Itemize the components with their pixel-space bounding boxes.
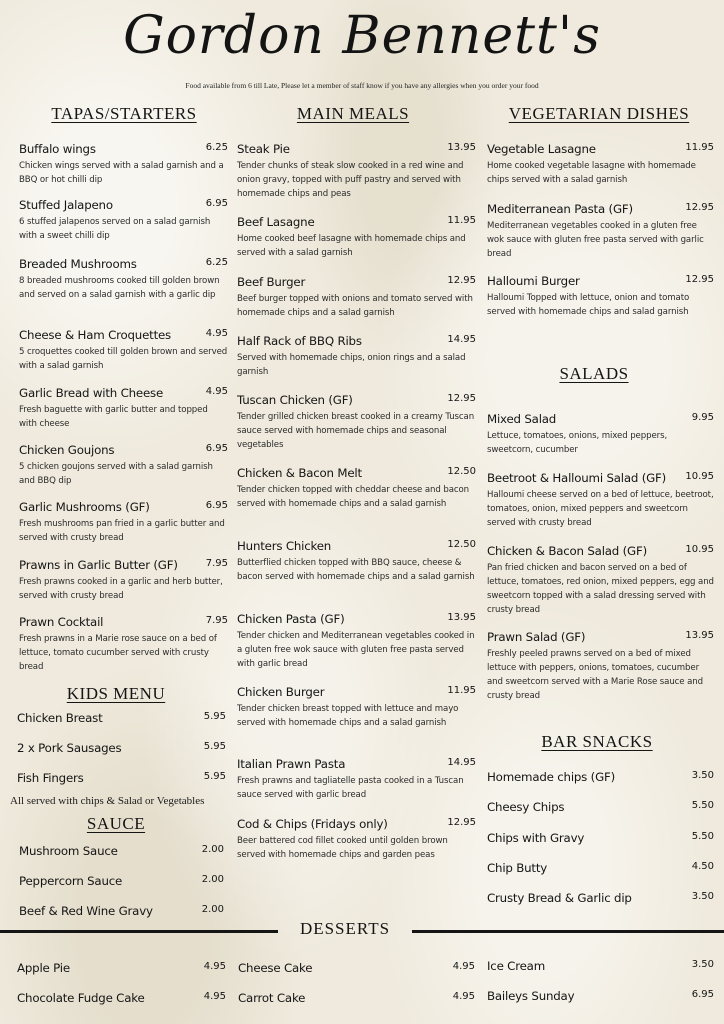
item-name: Chicken Burger	[237, 685, 325, 699]
item-name: Breaded Mushrooms	[19, 257, 137, 271]
item-name: Chicken Goujons	[19, 443, 115, 457]
item-price: 4.95	[205, 328, 228, 339]
item-price: 12.95	[447, 817, 476, 828]
item-price: 3.50	[691, 891, 714, 902]
item-name: Carrot Cake	[238, 991, 306, 1005]
item-name: Chocolate Fudge Cake	[17, 991, 145, 1005]
snack-item	[487, 831, 714, 845]
menu-item	[19, 198, 228, 243]
item-name: Fish Fingers	[17, 771, 84, 785]
item-description: Fresh mushrooms pan fried in a garlic butter and served with crusty bread	[19, 519, 225, 543]
item-price: 6.95	[205, 198, 228, 209]
menu-item	[487, 274, 714, 319]
item-name: Chicken & Bacon Melt	[237, 466, 362, 480]
item-price: 14.95	[447, 334, 476, 345]
item-name: Baileys Sunday	[487, 989, 575, 1003]
item-name: Beef Lasagne	[237, 215, 315, 229]
menu-item	[237, 817, 476, 862]
snack-item	[487, 891, 714, 905]
item-description: Butterflied chicken topped with BBQ sauce, cheese & bacon served with homemade chips and a salad garnish	[237, 558, 475, 582]
item-price: 10.95	[685, 544, 714, 555]
item-name: Mushroom Sauce	[19, 844, 118, 858]
menu-item	[237, 539, 476, 584]
kids-item	[17, 741, 226, 755]
item-description: Home cooked vegetable lasagne with homemade chips served with a salad garnish	[487, 161, 696, 185]
menu-item	[487, 630, 714, 703]
sauce-item	[19, 874, 224, 888]
item-description: 5 croquettes cooked till golden brown and served with a salad garnish	[19, 347, 228, 371]
menu-item	[237, 142, 476, 201]
item-name: Vegetable Lasagne	[487, 142, 596, 156]
item-price: 4.50	[691, 861, 714, 872]
menu-item	[237, 393, 476, 452]
item-name: Beef Burger	[237, 275, 306, 289]
menu-item	[487, 544, 714, 617]
item-name: Crusty Bread & Garlic dip	[487, 891, 632, 905]
item-price: 5.50	[691, 831, 714, 842]
item-price: 4.95	[452, 961, 475, 972]
item-price: 12.95	[447, 393, 476, 404]
snack-item	[487, 861, 714, 875]
item-price: 6.25	[205, 257, 228, 268]
item-name: Homemade chips (GF)	[487, 770, 616, 784]
menu-item	[237, 215, 476, 260]
item-price: 2.00	[201, 874, 224, 885]
menu-item	[237, 334, 476, 379]
item-name: Cheese & Ham Croquettes	[19, 328, 171, 342]
item-price: 12.95	[685, 274, 714, 285]
menu-item	[19, 257, 228, 302]
veg-heading: VEGETARIAN DISHES	[508, 104, 690, 123]
item-name: Mixed Salad	[487, 412, 557, 426]
item-name: Garlic Bread with Cheese	[19, 386, 164, 400]
menu-item	[19, 386, 228, 431]
item-price: 14.95	[447, 757, 476, 768]
item-description: Fresh prawns in a Marie rose sauce on a bed of lettuce, tomato cucumber served with crusty bread	[19, 634, 217, 672]
item-name: Beetroot & Halloumi Salad (GF)	[487, 471, 667, 485]
menu-item	[237, 466, 476, 511]
dessert-item	[487, 959, 714, 973]
item-price: 7.95	[205, 615, 228, 626]
item-name: Chicken Breast	[17, 711, 103, 725]
item-name: Chips with Gravy	[487, 831, 585, 845]
item-name: Halloumi Burger	[487, 274, 580, 288]
item-price: 12.50	[447, 466, 476, 477]
item-price: 6.95	[691, 989, 714, 1000]
item-description: Halloumi Topped with lettuce, onion and tomato served with homemade chips and salad garnish	[487, 293, 690, 317]
item-name: Chicken Pasta (GF)	[237, 612, 345, 626]
item-name: Cheesy Chips	[487, 800, 565, 814]
item-price: 3.50	[691, 770, 714, 781]
item-name: Half Rack of BBQ Ribs	[237, 334, 362, 348]
item-name: Italian Prawn Pasta	[237, 757, 346, 771]
item-description: 8 breaded mushrooms cooked till golden brown and served on a salad garnish with a garlic dip	[19, 276, 220, 300]
item-description: Served with homemade chips, onion rings and a salad garnish	[237, 353, 466, 377]
item-name: Garlic Mushrooms (GF)	[19, 500, 150, 514]
item-price: 11.95	[447, 685, 476, 696]
item-price: 4.95	[203, 991, 226, 1002]
dessert-item	[238, 961, 475, 975]
allergy-notice: Food available from 6 till Late, Please let a member of staff know if you have any allergies when you order your food	[185, 81, 539, 90]
item-name: Hunters Chicken	[237, 539, 332, 553]
item-price: 13.95	[685, 630, 714, 641]
item-description: Tender grilled chicken breast cooked in a creamy Tuscan sauce served with homemade chips and seasonal vegetables	[237, 412, 475, 450]
item-price: 12.95	[685, 202, 714, 213]
divider-rule	[412, 930, 724, 933]
item-name: Steak Pie	[237, 142, 290, 156]
menu-item	[19, 142, 228, 187]
item-price: 4.95	[205, 386, 228, 397]
kids-item	[17, 771, 226, 785]
menu-item	[487, 142, 714, 187]
item-name: Chicken & Bacon Salad (GF)	[487, 544, 647, 558]
item-price: 13.95	[447, 612, 476, 623]
item-name: 2 x Pork Sausages	[17, 741, 122, 755]
item-description: Mediterranean vegetables cooked in a gluten free wok sauce with gluten free pasta served with garlic bread	[487, 221, 704, 259]
item-price: 9.95	[691, 412, 714, 423]
item-price: 13.95	[447, 142, 476, 153]
item-price: 7.95	[205, 558, 228, 569]
item-price: 6.95	[205, 443, 228, 454]
item-price: 5.95	[203, 741, 226, 752]
item-name: Stuffed Jalapeno	[19, 198, 113, 212]
item-name: Mediterranean Pasta (GF)	[487, 202, 633, 216]
kids-item	[17, 711, 226, 725]
item-name: Tuscan Chicken (GF)	[237, 393, 353, 407]
item-name: Ice Cream	[487, 959, 545, 973]
dessert-item	[17, 961, 226, 975]
item-description: 5 chicken goujons served with a salad garnish and BBQ dip	[19, 462, 213, 486]
menu-item	[19, 443, 228, 488]
sauce-item	[19, 844, 224, 858]
restaurant-title: Gordon Bennett's	[123, 6, 601, 66]
item-description: Home cooked beef lasagne with homemade chips and served with a salad garnish	[237, 234, 466, 258]
snack-item	[487, 800, 714, 814]
menu-item	[487, 202, 714, 261]
item-name: Prawn Cocktail	[19, 615, 104, 629]
menu-item	[19, 558, 228, 603]
divider-rule	[0, 930, 278, 933]
sauce-heading: SAUCE	[86, 814, 146, 833]
item-price: 12.95	[447, 275, 476, 286]
menu-item	[19, 500, 228, 545]
snacks-heading: BAR SNACKS	[541, 732, 653, 751]
item-description: Fresh prawns and tagliatelle pasta cooked in a Tuscan sauce served with garlic bread	[237, 776, 464, 800]
item-price: 4.95	[203, 961, 226, 972]
item-price: 5.50	[691, 800, 714, 811]
dessert-item	[238, 991, 475, 1005]
item-price: 5.95	[203, 711, 226, 722]
item-price: 5.95	[203, 771, 226, 782]
item-description: Halloumi cheese served on a bed of lettuce, beetroot, tomatoes, onion, mixed peppers and sweetcorn served with crusty bread	[487, 490, 714, 528]
item-name: Cod & Chips (Fridays only)	[237, 817, 388, 831]
item-description: Fresh baguette with garlic butter and topped with cheese	[19, 405, 208, 429]
item-description: Freshly peeled prawns served on a bed of mixed lettuce with peppers, onions, tomatoes, cucumber and sweetcorn served with a Marie Rose sauce and crusty bread	[487, 649, 703, 701]
kids-heading: KIDS MENU	[66, 684, 166, 703]
item-name: Prawn Salad (GF)	[487, 630, 586, 644]
item-price: 4.95	[452, 991, 475, 1002]
item-description: Tender chicken topped with cheddar cheese and bacon served with homemade chips and a salad garnish	[237, 485, 470, 509]
item-description: Tender chunks of steak slow cooked in a red wine and onion gravy, topped with puff pastry and served with homemade chips and peas	[237, 161, 464, 199]
item-description: 6 stuffed jalapenos served on a salad garnish with a sweet chilli dip	[19, 217, 211, 241]
menu-item	[487, 471, 714, 530]
item-price: 6.25	[205, 142, 228, 153]
menu-item	[237, 612, 476, 671]
item-description: Tender chicken and Mediterranean vegetables cooked in a gluten free wok sauce with gluten free pasta served with garlic bread	[237, 631, 475, 669]
kids-note: All served with chips & Salad or Vegetables	[10, 795, 205, 807]
item-name: Apple Pie	[17, 961, 70, 975]
menu-item	[237, 685, 476, 730]
menu-item	[19, 328, 228, 373]
item-price: 12.50	[447, 539, 476, 550]
item-price: 2.00	[201, 844, 224, 855]
item-description: Chicken wings served with a salad garnish and a BBQ or hot chilli dip	[19, 161, 224, 185]
sauce-item	[19, 904, 224, 918]
item-price: 11.95	[685, 142, 714, 153]
item-name: Cheese Cake	[238, 961, 313, 975]
item-price: 2.00	[201, 904, 224, 915]
item-price: 10.95	[685, 471, 714, 482]
menu-item	[19, 615, 228, 674]
menu-item	[487, 412, 714, 457]
item-description: Pan fried chicken and bacon served on a bed of lettuce, tomatoes, red onion, mixed peppers, egg and sweetcorn topped with a salad dressing served with crusty bread	[487, 563, 714, 615]
tapas-heading: TAPAS/STARTERS	[51, 104, 197, 123]
item-description: Beef burger topped with onions and tomato served with homemade chips and a salad garnish	[237, 294, 473, 318]
item-price: 6.95	[205, 500, 228, 511]
dessert-item	[17, 991, 226, 1005]
item-description: Lettuce, tomatoes, onions, mixed peppers, sweetcorn, cucumber	[487, 431, 668, 455]
item-description: Tender chicken breast topped with lettuce and mayo served with homemade chips and a salad garnish	[237, 704, 459, 728]
item-name: Chip Butty	[487, 861, 548, 875]
item-description: Fresh prawns cooked in a garlic and herb butter, served with crusty bread	[19, 577, 223, 601]
item-price: 11.95	[447, 215, 476, 226]
item-name: Peppercorn Sauce	[19, 874, 123, 888]
item-name: Buffalo wings	[19, 142, 96, 156]
item-name: Beef & Red Wine Gravy	[19, 904, 153, 918]
menu-item	[237, 275, 476, 320]
desserts-heading: DESSERTS	[299, 919, 391, 938]
item-price: 3.50	[691, 959, 714, 970]
dessert-item	[487, 989, 714, 1003]
salads-heading: SALADS	[559, 364, 629, 383]
item-name: Prawns in Garlic Butter (GF)	[19, 558, 178, 572]
menu-item	[237, 757, 476, 802]
item-description: Beer battered cod fillet cooked until golden brown served with homemade chips and garden peas	[237, 836, 448, 860]
mains-heading: MAIN MEALS	[296, 104, 410, 123]
snack-item	[487, 770, 714, 784]
